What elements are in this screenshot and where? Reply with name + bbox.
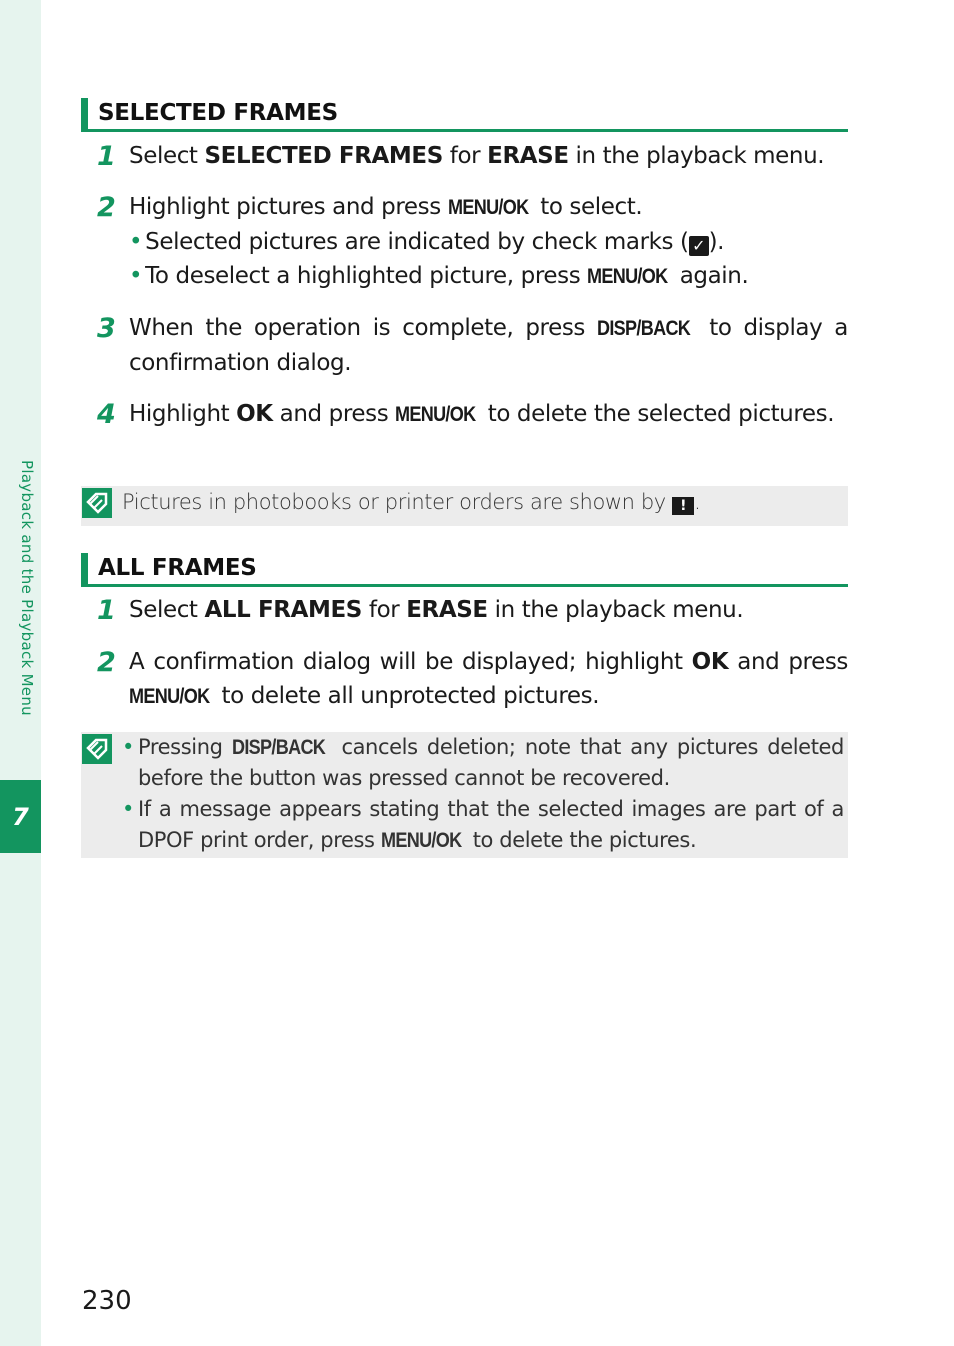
step-2 (81, 190, 848, 294)
heading-bar (81, 98, 88, 129)
page-number: 230 (82, 1286, 132, 1316)
disp-back-button-label: DISP/BACK (596, 317, 691, 340)
menu-ok-button-label: MENU/OK (447, 196, 529, 219)
note-item: • Pressing DISP/BACK cancels deletion; note that any pictures deleted before the button was pressed cannot be recovered. (122, 732, 844, 794)
step-2 (81, 645, 848, 714)
step-number: 4 (97, 399, 116, 430)
step-text: Highlight pictures and press MENU/OK to select. • Selected pictures are indicated by check marks ( ✓ ). • To deselect a highlighted picture, press MENU/OK again. (129, 190, 848, 294)
section-title: ALL FRAMES (98, 555, 257, 581)
menu-ok-button-label: MENU/OK (395, 403, 476, 426)
step-text: Select ALL FRAMES for ERASE in the playback menu. (129, 597, 744, 623)
section-title: SELECTED FRAMES (98, 100, 338, 126)
step-text: A confirmation dialog will be displayed; highlight OK and press MENU/OK to delete all unprotected pictures. (129, 645, 848, 714)
step-text: Highlight OK and press MENU/OK to delete the selected pictures. (129, 397, 848, 432)
disp-back-button-label: DISP/BACK (231, 736, 325, 759)
step-number: 2 (97, 192, 116, 223)
note-box (81, 486, 848, 526)
chapter-number-tab: 7 (0, 780, 41, 853)
note-icon (82, 734, 112, 764)
note-item: • If a message appears stating that the selected images are part of a DPOF print order, press MENU/OK to delete the pictures. (122, 794, 844, 856)
note-text: Pictures in photobooks or printer orders are shown by ! . (122, 490, 701, 514)
chapter-title: Playback and the Playback Menu (18, 460, 36, 716)
step-4 (81, 397, 848, 432)
step-text: When the operation is complete, press DISP/BACK to display a confirmation dialog. (129, 311, 848, 380)
menu-ok-button-label: MENU/OK (587, 265, 668, 288)
step-number: 1 (97, 141, 116, 172)
step-1 (81, 139, 848, 173)
note-list (122, 732, 848, 856)
step-text: Select SELECTED FRAMES for ERASE in the playback menu. (129, 143, 825, 169)
note-icon (82, 488, 112, 518)
bullet-item: • Selected pictures are indicated by check marks ( ✓ ). (129, 229, 725, 255)
step-number: 3 (97, 313, 116, 344)
chapter-sidebar (0, 0, 41, 1346)
note-box (81, 732, 848, 858)
heading-bar (81, 553, 88, 584)
step-3 (81, 311, 848, 380)
bullet-item: • To deselect a highlighted picture, press MENU/OK again. (129, 259, 848, 294)
section-heading-all-frames (81, 553, 848, 587)
menu-ok-button-label: MENU/OK (380, 829, 462, 852)
step-1 (81, 593, 848, 627)
step-number: 1 (97, 595, 116, 626)
section-heading-selected-frames (81, 98, 848, 132)
menu-ok-button-label: MENU/OK (129, 685, 210, 708)
exclamation-icon: ! (672, 497, 694, 515)
step-number: 2 (97, 647, 116, 678)
check-mark-icon: ✓ (689, 236, 709, 256)
